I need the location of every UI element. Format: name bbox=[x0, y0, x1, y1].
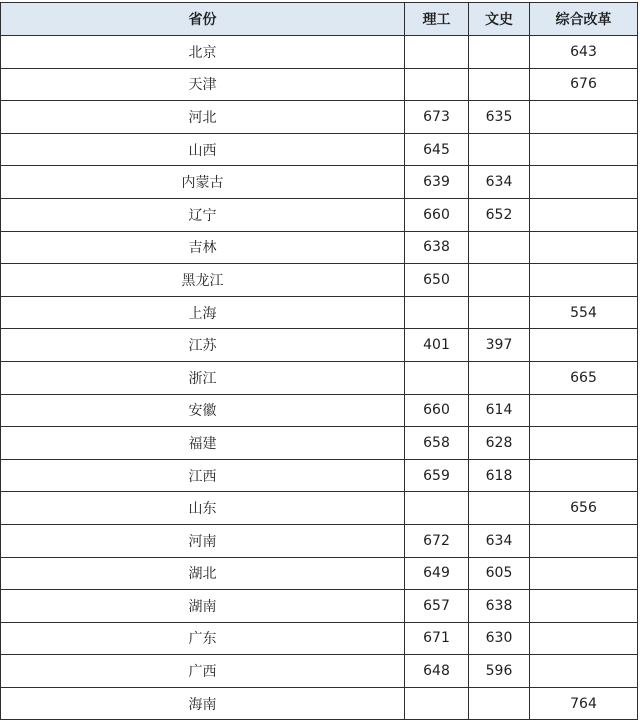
table-row bbox=[1, 492, 638, 525]
province-cell: 北京 bbox=[1, 36, 405, 69]
science-cell: 660 bbox=[405, 198, 469, 231]
table-row bbox=[1, 296, 638, 329]
score-table bbox=[0, 2, 638, 720]
comprehensive-reform-cell: 643 bbox=[530, 36, 638, 69]
science-cell bbox=[405, 296, 469, 329]
science-cell: 657 bbox=[405, 590, 469, 623]
province-cell: 河北 bbox=[1, 101, 405, 134]
table-row bbox=[1, 394, 638, 427]
province-cell: 海南 bbox=[1, 687, 405, 720]
liberal-arts-cell bbox=[469, 231, 530, 264]
header-liberal-arts: 文史 bbox=[469, 3, 530, 36]
science-cell: 645 bbox=[405, 133, 469, 166]
liberal-arts-cell: 596 bbox=[469, 655, 530, 688]
science-cell: 672 bbox=[405, 524, 469, 557]
comprehensive-reform-cell bbox=[530, 655, 638, 688]
header-row bbox=[1, 3, 638, 36]
province-cell: 江苏 bbox=[1, 329, 405, 362]
science-cell: 649 bbox=[405, 557, 469, 590]
comprehensive-reform-cell: 554 bbox=[530, 296, 638, 329]
table-row bbox=[1, 133, 638, 166]
comprehensive-reform-cell bbox=[530, 133, 638, 166]
table-row bbox=[1, 655, 638, 688]
liberal-arts-cell: 628 bbox=[469, 427, 530, 460]
comprehensive-reform-cell bbox=[530, 198, 638, 231]
liberal-arts-cell: 397 bbox=[469, 329, 530, 362]
header-science: 理工 bbox=[405, 3, 469, 36]
comprehensive-reform-cell bbox=[530, 459, 638, 492]
table-row bbox=[1, 231, 638, 264]
table-row bbox=[1, 622, 638, 655]
comprehensive-reform-cell: 656 bbox=[530, 492, 638, 525]
comprehensive-reform-cell bbox=[530, 264, 638, 297]
science-cell: 639 bbox=[405, 166, 469, 199]
province-cell: 天津 bbox=[1, 68, 405, 101]
comprehensive-reform-cell bbox=[530, 394, 638, 427]
table-row bbox=[1, 36, 638, 69]
province-cell: 辽宁 bbox=[1, 198, 405, 231]
liberal-arts-cell bbox=[469, 687, 530, 720]
science-cell: 648 bbox=[405, 655, 469, 688]
science-cell: 659 bbox=[405, 459, 469, 492]
province-cell: 广西 bbox=[1, 655, 405, 688]
province-cell: 安徽 bbox=[1, 394, 405, 427]
science-cell bbox=[405, 68, 469, 101]
table-row bbox=[1, 687, 638, 720]
liberal-arts-cell: 652 bbox=[469, 198, 530, 231]
table-row bbox=[1, 264, 638, 297]
province-cell: 江西 bbox=[1, 459, 405, 492]
comprehensive-reform-cell bbox=[530, 622, 638, 655]
science-cell: 650 bbox=[405, 264, 469, 297]
table-row bbox=[1, 459, 638, 492]
province-cell: 吉林 bbox=[1, 231, 405, 264]
science-cell bbox=[405, 361, 469, 394]
table-row bbox=[1, 427, 638, 460]
table-row bbox=[1, 329, 638, 362]
science-cell: 658 bbox=[405, 427, 469, 460]
science-cell: 673 bbox=[405, 101, 469, 134]
province-cell: 山东 bbox=[1, 492, 405, 525]
liberal-arts-cell: 634 bbox=[469, 166, 530, 199]
liberal-arts-cell: 630 bbox=[469, 622, 530, 655]
science-cell: 671 bbox=[405, 622, 469, 655]
province-cell: 福建 bbox=[1, 427, 405, 460]
liberal-arts-cell bbox=[469, 36, 530, 69]
liberal-arts-cell: 618 bbox=[469, 459, 530, 492]
liberal-arts-cell bbox=[469, 133, 530, 166]
liberal-arts-cell: 605 bbox=[469, 557, 530, 590]
province-cell: 山西 bbox=[1, 133, 405, 166]
liberal-arts-cell bbox=[469, 492, 530, 525]
table-header bbox=[1, 3, 638, 36]
comprehensive-reform-cell bbox=[530, 166, 638, 199]
comprehensive-reform-cell: 764 bbox=[530, 687, 638, 720]
province-cell: 内蒙古 bbox=[1, 166, 405, 199]
table-row bbox=[1, 166, 638, 199]
comprehensive-reform-cell bbox=[530, 557, 638, 590]
liberal-arts-cell: 638 bbox=[469, 590, 530, 623]
province-cell: 浙江 bbox=[1, 361, 405, 394]
table-row bbox=[1, 361, 638, 394]
province-cell: 黑龙江 bbox=[1, 264, 405, 297]
province-cell: 河南 bbox=[1, 524, 405, 557]
liberal-arts-cell bbox=[469, 68, 530, 101]
liberal-arts-cell bbox=[469, 361, 530, 394]
comprehensive-reform-cell bbox=[530, 329, 638, 362]
science-cell bbox=[405, 36, 469, 69]
province-cell: 上海 bbox=[1, 296, 405, 329]
comprehensive-reform-cell bbox=[530, 524, 638, 557]
science-cell: 638 bbox=[405, 231, 469, 264]
table-row bbox=[1, 557, 638, 590]
table-row bbox=[1, 101, 638, 134]
science-cell bbox=[405, 687, 469, 720]
liberal-arts-cell: 634 bbox=[469, 524, 530, 557]
province-cell: 广东 bbox=[1, 622, 405, 655]
table-row bbox=[1, 198, 638, 231]
liberal-arts-cell bbox=[469, 296, 530, 329]
science-cell: 660 bbox=[405, 394, 469, 427]
table-body bbox=[1, 36, 638, 720]
table-row bbox=[1, 524, 638, 557]
province-cell: 湖北 bbox=[1, 557, 405, 590]
table-row bbox=[1, 68, 638, 101]
comprehensive-reform-cell bbox=[530, 590, 638, 623]
comprehensive-reform-cell: 665 bbox=[530, 361, 638, 394]
header-comprehensive-reform: 综合改革 bbox=[530, 3, 638, 36]
science-cell: 401 bbox=[405, 329, 469, 362]
science-cell bbox=[405, 492, 469, 525]
comprehensive-reform-cell: 676 bbox=[530, 68, 638, 101]
liberal-arts-cell: 614 bbox=[469, 394, 530, 427]
comprehensive-reform-cell bbox=[530, 231, 638, 264]
comprehensive-reform-cell bbox=[530, 101, 638, 134]
table-row bbox=[1, 590, 638, 623]
liberal-arts-cell bbox=[469, 264, 530, 297]
province-cell: 湖南 bbox=[1, 590, 405, 623]
header-province: 省份 bbox=[1, 3, 405, 36]
liberal-arts-cell: 635 bbox=[469, 101, 530, 134]
comprehensive-reform-cell bbox=[530, 427, 638, 460]
